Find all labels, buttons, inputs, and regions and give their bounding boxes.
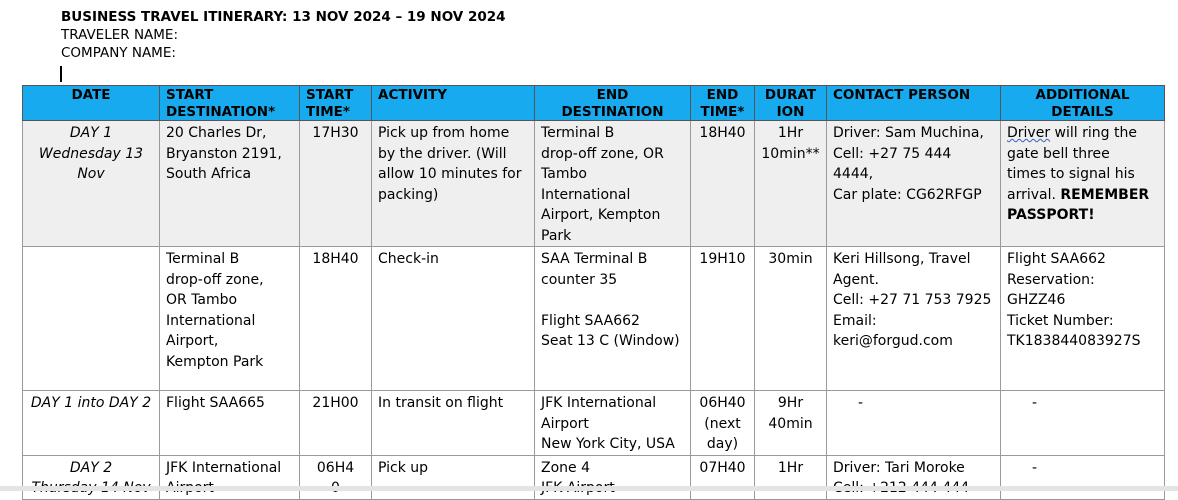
cell-line: Pick up from home — [378, 125, 510, 141]
cell-line: GHZZ46 — [1007, 292, 1066, 308]
cell-line: ACTIVITY — [378, 87, 448, 103]
cell-activity[interactable] — [372, 455, 535, 499]
details-bold: REMEMBER — [1060, 186, 1150, 203]
cell-line — [541, 290, 684, 311]
cell-start-time[interactable] — [300, 455, 372, 499]
cell-activity[interactable] — [372, 247, 535, 391]
table-row — [23, 247, 1165, 391]
cell-line: South Africa — [166, 166, 252, 182]
cell-line: - — [858, 395, 864, 411]
cell-activity[interactable] — [372, 391, 535, 456]
details-line: times to signal his — [1007, 166, 1135, 182]
cell-line: Email: — [833, 312, 877, 329]
table-row — [23, 121, 1165, 247]
cell-line: Agent. — [833, 271, 879, 288]
cell-additional-details[interactable] — [1001, 121, 1165, 247]
cell-line: OR Tambo — [166, 292, 238, 308]
cell-duration[interactable] — [755, 455, 827, 499]
cell-line: ION — [776, 103, 805, 120]
company-name-label[interactable]: COMPANY NAME: — [61, 45, 176, 61]
cell-line: New York City, USA — [541, 436, 675, 452]
details-line: gate bell three — [1007, 145, 1110, 162]
cell-line: Zone 4 — [541, 459, 590, 476]
cell-line: Driver: Sam Muchina, — [833, 125, 984, 141]
cell-line: 30min — [768, 251, 813, 267]
col-header-end-destination[interactable] — [535, 86, 691, 121]
cell-line: packing) — [378, 186, 439, 203]
cell-line: DETAILS — [1051, 103, 1114, 120]
cell-line: 06H40 — [699, 395, 746, 411]
cell-line: counter 35 — [541, 271, 618, 288]
cell-line: CONTACT PERSON — [833, 87, 971, 103]
cell-line: drop-off zone, — [166, 271, 264, 288]
cell-line: drop-off zone, OR — [541, 145, 664, 162]
cell-additional-details[interactable] — [1001, 391, 1165, 456]
cell-line: Tambo — [541, 166, 587, 182]
cell-line: TK183844083927S — [1007, 333, 1141, 349]
cell-activity[interactable] — [372, 121, 535, 247]
cell-end-destination[interactable] — [535, 391, 691, 456]
cell-duration[interactable] — [755, 121, 827, 247]
cell-line: END — [706, 87, 739, 103]
cell-end-destination[interactable] — [535, 247, 691, 391]
cell-line: Keri Hillsong, Travel — [833, 251, 971, 267]
cell-line: 17H30 — [312, 125, 359, 141]
cell-line: 20 Charles Dr, — [166, 125, 267, 141]
cell-line: Seat 13 C (Window) — [541, 333, 680, 349]
col-header-end-time[interactable] — [691, 86, 755, 121]
cell-line: International — [541, 186, 631, 203]
cell-line: 40min — [768, 415, 813, 432]
cell-line: International — [166, 312, 256, 329]
cell-line: TIME* — [700, 103, 745, 120]
cell-line: DURAT — [764, 87, 817, 103]
cell-additional-details[interactable] — [1001, 247, 1165, 391]
cell-line: 06H4 — [316, 459, 355, 476]
itinerary-title: BUSINESS TRAVEL ITINERARY: 13 NOV 2024 – 19 NOV 2024 — [61, 9, 506, 25]
cell-line: Airport — [541, 415, 589, 432]
cell-line: 1Hr — [777, 459, 804, 476]
cell-start-time[interactable] — [300, 247, 372, 391]
col-header-start-destination[interactable] — [160, 86, 300, 121]
cell-line: 07H40 — [699, 459, 746, 476]
details-text: will ring the — [1050, 125, 1137, 141]
cell-line: DAY 2 — [69, 459, 113, 476]
cell-line: Airport, — [166, 333, 219, 349]
cell-line: Cell: +27 71 753 7925 — [833, 292, 992, 308]
cell-start-destination[interactable] — [160, 247, 300, 391]
table-row — [23, 391, 1165, 456]
col-header-additional-details[interactable] — [1001, 86, 1165, 121]
cell-line: 9Hr — [777, 395, 804, 411]
cell-start-time[interactable] — [300, 391, 372, 456]
cell-line: In transit on flight — [378, 395, 504, 411]
cell-line: allow 10 minutes for — [378, 166, 522, 182]
cell-additional-details[interactable] — [1001, 455, 1165, 499]
cell-line: JFK International — [541, 395, 657, 411]
cell-line: 19H10 — [699, 251, 746, 267]
cell-line: SAA Terminal B — [541, 251, 648, 267]
cell-line: DAY 1 — [69, 125, 113, 141]
cell-line: Terminal B — [541, 125, 615, 141]
cell-line: ADDITIONAL — [1035, 87, 1130, 103]
cell-start-time[interactable] — [300, 121, 372, 247]
document-header — [61, 8, 506, 62]
cell-line: - — [1032, 459, 1038, 476]
cell-contact-person[interactable] — [827, 455, 1001, 499]
horizontal-scrollbar[interactable] — [0, 486, 1178, 491]
cell-line: - — [1032, 395, 1038, 411]
cell-start-destination[interactable] — [160, 391, 300, 456]
col-header-date[interactable] — [23, 86, 160, 121]
cell-end-time[interactable] — [691, 391, 755, 456]
cell-line: 18H40 — [699, 125, 746, 141]
cell-line: DAY 1 into DAY 2 — [30, 395, 152, 411]
cell-line: START — [306, 87, 354, 103]
table-header-row — [23, 86, 1165, 121]
cell-line: 18H40 — [312, 251, 359, 267]
cell-line: Terminal B — [166, 251, 240, 267]
cell-line: Pick up — [378, 459, 429, 476]
cell-start-destination[interactable] — [160, 121, 300, 247]
cell-date[interactable] — [23, 121, 160, 247]
cell-start-destination[interactable] — [160, 455, 300, 499]
cell-line: Bryanston 2191, — [166, 145, 282, 162]
cell-line: Car plate: CG62RFGP — [833, 186, 982, 203]
itinerary-table — [22, 85, 1165, 500]
cell-line: START — [166, 87, 214, 103]
cell-contact-person[interactable] — [827, 391, 1001, 456]
cell-line: Cell: +27 75 444 4444, — [833, 145, 952, 182]
cell-line: END — [596, 87, 629, 103]
spellcheck-word: Driver — [1007, 125, 1051, 141]
cell-line: Flight SAA665 — [166, 395, 265, 411]
cell-line: day) — [706, 436, 739, 452]
cell-line: keri@forgud.com — [833, 333, 953, 349]
cell-date[interactable] — [23, 455, 160, 499]
cell-line: Nov — [77, 166, 105, 182]
table-row — [23, 455, 1165, 499]
cell-line: DESTINATION — [561, 103, 664, 120]
col-header-start-time[interactable] — [300, 86, 372, 121]
cell-line: Flight SAA662 — [1007, 251, 1106, 267]
cell-line: Reservation: — [1007, 271, 1095, 288]
cell-duration[interactable] — [755, 247, 827, 391]
details-bold: PASSPORT! — [1007, 207, 1095, 223]
cell-line: Driver: Tari Moroke — [833, 459, 965, 476]
cell-contact-person[interactable] — [827, 247, 1001, 391]
cell-end-time[interactable] — [691, 121, 755, 247]
details-line: arrival. — [1007, 186, 1061, 203]
cell-line: TIME* — [306, 103, 350, 120]
cell-line: 1Hr — [777, 125, 804, 141]
cell-line: Kempton Park — [166, 353, 264, 370]
cell-line: JFK International — [166, 459, 282, 476]
cell-date[interactable] — [23, 247, 160, 391]
cell-line: Wednesday 13 — [38, 145, 144, 162]
text-cursor — [60, 66, 62, 82]
cell-line: 21H00 — [312, 395, 359, 411]
cell-line: by the driver. (Will — [378, 145, 507, 162]
cell-line: Airport, Kempton — [541, 207, 661, 223]
cell-line: 10min** — [761, 145, 820, 162]
cell-line: Park — [541, 227, 572, 244]
cell-line: (next — [704, 415, 741, 432]
cell-end-time[interactable] — [691, 455, 755, 499]
col-header-duration[interactable] — [755, 86, 827, 121]
col-header-contact-person[interactable] — [827, 86, 1001, 121]
cell-line: DATE — [71, 87, 111, 103]
cell-contact-person[interactable] — [827, 121, 1001, 247]
cell-end-destination[interactable] — [535, 455, 691, 499]
cell-end-time[interactable] — [691, 247, 755, 391]
cell-date[interactable] — [23, 391, 160, 456]
cell-line: Ticket Number: — [1007, 312, 1114, 329]
col-header-activity[interactable] — [372, 86, 535, 121]
cell-end-destination[interactable] — [535, 121, 691, 247]
cell-duration[interactable] — [755, 391, 827, 456]
cell-line: Flight SAA662 — [541, 312, 640, 329]
cell-line: Check-in — [378, 251, 439, 267]
traveler-name-label[interactable]: TRAVELER NAME: — [61, 27, 178, 43]
cell-line: DESTINATION* — [166, 103, 276, 120]
